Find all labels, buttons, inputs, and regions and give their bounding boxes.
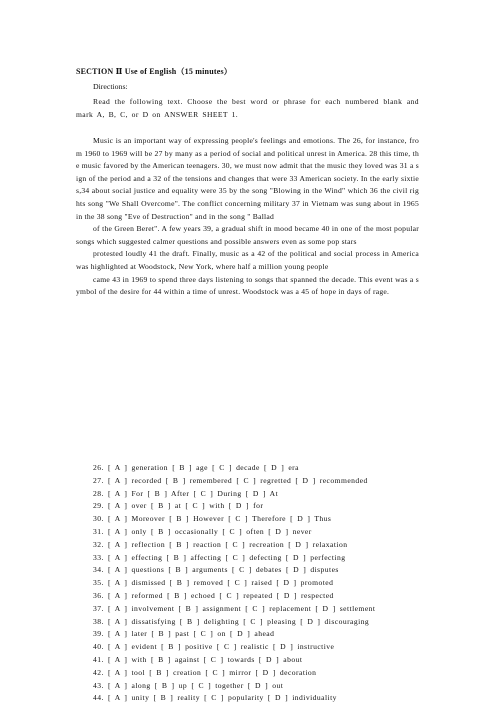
question-number: 30. — [93, 514, 104, 524]
question-options: [ A ] tool [ B ] creation [ C ] mirror [ D ] decoration — [108, 667, 317, 677]
question-number: 32. — [93, 539, 104, 549]
question-number: 40. — [93, 642, 104, 652]
question-options-list — [93, 462, 433, 705]
question-row — [93, 552, 433, 565]
question-row — [93, 667, 433, 680]
question-options: [ A ] along [ B ] up [ C ] together [ D ] out — [108, 680, 284, 690]
question-row — [93, 603, 433, 616]
question-options: [ A ] reformed [ B ] echoed [ C ] repeated [ D ] respected — [108, 590, 334, 600]
question-number: 38. — [93, 616, 104, 626]
question-row — [93, 654, 433, 667]
question-options: [ A ] reflection [ B ] reaction [ C ] recreation [ D ] relaxation — [108, 539, 348, 549]
question-number: 29. — [93, 501, 104, 511]
question-row — [93, 641, 433, 654]
question-row — [93, 513, 433, 526]
question-row — [93, 500, 433, 513]
question-number: 36. — [93, 590, 104, 600]
passage-paragraph: of the Green Beret". A few years 39, a gradual shift in mood became 40 in one of the most popular songs which suggested calmer questions and possible answers even as some pop stars — [76, 224, 419, 246]
question-options: [ A ] effecting [ B ] affecting [ C ] defecting [ D ] perfecting — [108, 552, 346, 562]
question-row — [93, 526, 433, 539]
section-heading: SECTION Ⅱ Use of English（15 minutes） — [76, 67, 232, 76]
question-row — [93, 628, 433, 641]
question-number: 33. — [93, 552, 104, 562]
passage — [76, 135, 419, 299]
question-options: [ A ] recorded [ B ] remembered [ C ] regretted [ D ] recommended — [108, 475, 368, 485]
question-number: 43. — [93, 680, 104, 690]
question-number: 28. — [93, 488, 104, 498]
question-options: [ A ] only [ B ] occasionally [ C ] often [ D ] never — [108, 526, 312, 536]
question-number: 39. — [93, 629, 104, 639]
directions-text: Read the following text. Choose the best word or phrase for each numbered blank and mark A, B, C, or D on ANSWER SHEET 1. — [76, 97, 419, 119]
question-options: [ A ] generation [ B ] age [ C ] decade [ D ] era — [108, 463, 299, 472]
question-row — [93, 590, 433, 603]
passage-paragraph: protested loudly 41 the draft. Finally, music as a 42 of the political and social process in America was highlighted at Woodstock, New York, where half a million young people — [76, 249, 419, 271]
question-number: 27. — [93, 475, 104, 485]
passage-paragraph: Music is an important way of expressing people's feelings and emotions. The 26, for instance, from 1960 to 1969 will be 27 by many as a period of social and political unrest in America. 28 this time, the music favored by the American teenagers. 30, we must now admit that the music they loved was 31 a sign of the period and a 32 of the tensions and changes that were 33 American society. In the early sixties,34 about social justice and equality were 35 by the song "Blowing in the Wind" which 36 the civil rights song "We Shall Overcome". The conflict concerning military 37 in Vietnam was sung about in 1965 in the 38 song "Eve of Destruction" and in the song " Ballad — [76, 136, 419, 221]
question-number: 34. — [93, 565, 104, 575]
question-options: [ A ] over [ B ] at [ C ] with [ D ] for — [108, 501, 264, 511]
question-options: [ A ] with [ B ] against [ C ] towards [ D ] about — [108, 654, 303, 664]
question-options: [ A ] questions [ B ] arguments [ C ] debates [ D ] disputes — [108, 565, 339, 575]
question-row — [93, 539, 433, 552]
question-row — [93, 564, 433, 577]
question-number: 35. — [93, 578, 104, 588]
question-number: 26. — [93, 463, 104, 472]
passage-paragraph: came 43 in 1969 to spend three days listening to songs that spanned the decade. This event was a symbol of the desire for 44 within a time of unrest. Woodstock was a 45 of hope in days of rage. — [76, 274, 419, 297]
question-options: [ A ] involvement [ B ] assignment [ C ] replacement [ D ] settlement — [108, 603, 376, 613]
question-row — [93, 488, 433, 501]
question-options: [ A ] dismissed [ B ] removed [ C ] raised [ D ] promoted — [108, 578, 334, 588]
question-number: 44. — [93, 693, 104, 703]
question-row — [93, 616, 433, 629]
question-options: [ A ] evident [ B ] positive [ C ] realistic [ D ] instructive — [108, 642, 335, 652]
question-options: [ A ] For [ B ] After [ C ] During [ D ] At — [108, 488, 279, 498]
question-number: 41. — [93, 654, 104, 664]
question-options: [ A ] later [ B ] past [ C ] on [ D ] ahead — [108, 629, 275, 639]
question-options: [ A ] unity [ B ] reality [ C ] popularity [ D ] individuality — [108, 693, 337, 703]
question-row — [93, 475, 433, 488]
question-row — [93, 577, 433, 590]
question-row — [93, 462, 433, 475]
directions-label: Directions: — [93, 82, 128, 91]
question-number: 37. — [93, 603, 104, 613]
question-row — [93, 692, 433, 705]
question-row — [93, 680, 433, 693]
question-options: [ A ] dissatisfying [ B ] delighting [ C ] pleasing [ D ] discouraging — [108, 616, 370, 626]
question-options: [ A ] Moreover [ B ] However [ C ] Therefore [ D ] Thus — [108, 514, 332, 524]
question-number: 42. — [93, 667, 104, 677]
question-number: 31. — [93, 526, 104, 536]
